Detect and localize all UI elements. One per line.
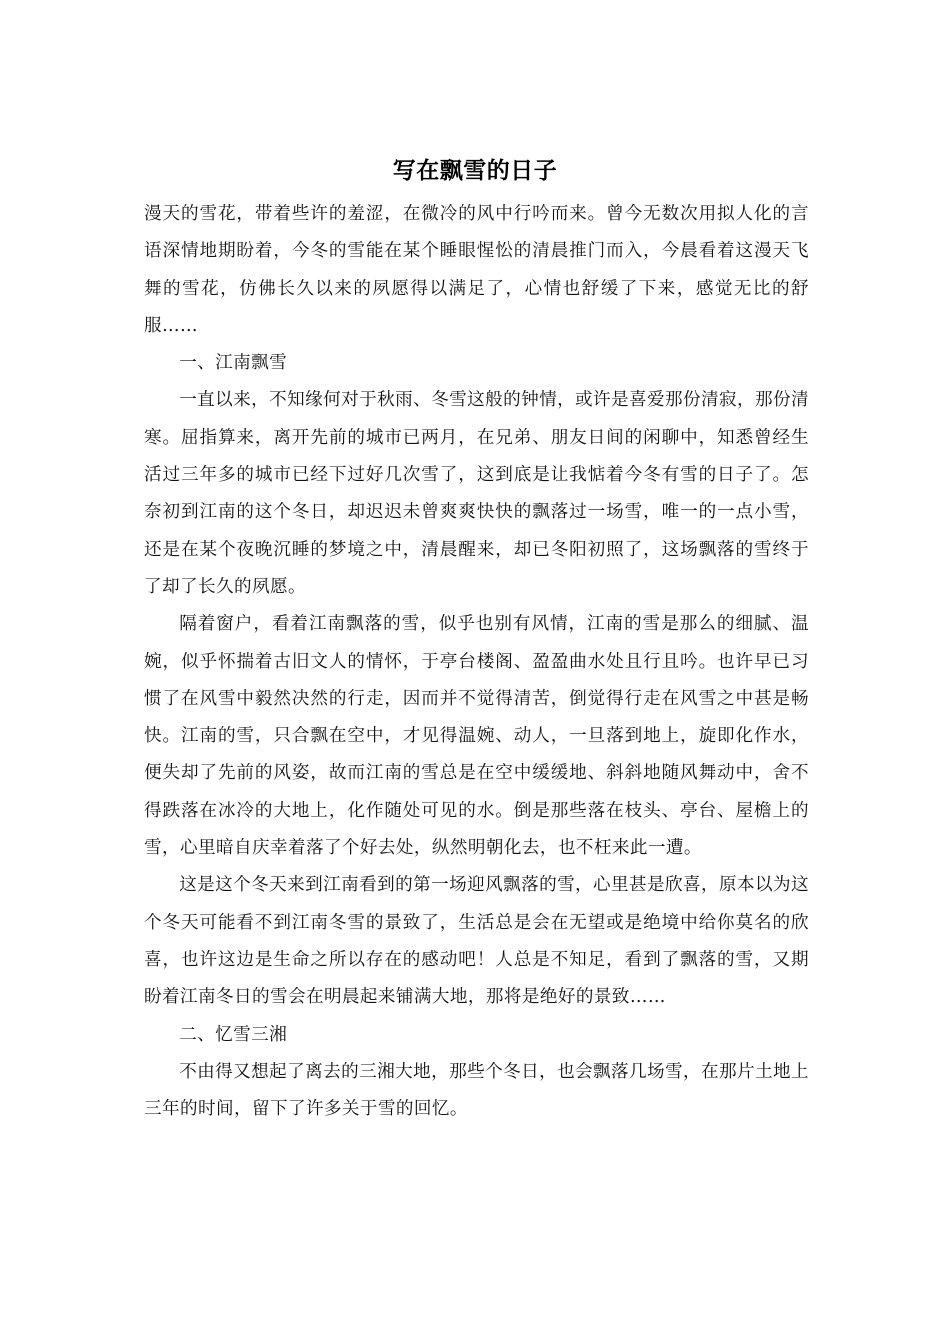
paragraph: 这是这个冬天来到江南看到的第一场迎风飘落的雪，心里甚是欣喜，原本以为这个冬天可能看不到江南冬雪的景致了，生活总是会在无望或是绝境中给你莫名的欣喜，也许这边是生命之所以存在的感动吧！人总是不知足，看到了飘落的雪，又期盼着江南冬日的雪会在明晨起来铺满大地，那将是绝好的景致…… xyxy=(144,875,809,1008)
paragraph: 不由得又想起了离去的三湘大地，那些个冬日，也会飘落几场雪，在那片土地上三年的时间，留下了许多关于雪的回忆。 xyxy=(144,1061,809,1120)
document-title: 写在飘雪的日子 xyxy=(392,158,558,184)
document-body xyxy=(144,196,809,1128)
section-heading-sanxiang: 二、忆雪三湘 xyxy=(179,1024,288,1045)
paragraph: 一直以来，不知缘何对于秋雨、冬雪这般的钟情，或许是喜爱那份清寂，那份清寒。屈指算来，离开先前的城市已两月，在兄弟、朋友日间的闲聊中，知悉曾经生活过三年多的城市已经下过好几次雪了，这到底是让我惦着今冬有雪的日子了。怎奈初到江南的这个冬日，却迟迟未曾爽爽快快的飘落过一场雪，唯一的一点小雪，还是在某个夜晚沉睡的梦境之中，清晨醒来，却已冬阳初照了，这场飘落的雪终于了却了长久的夙愿。 xyxy=(144,390,809,597)
section-heading-jiangnan: 一、江南飘雪 xyxy=(179,353,288,374)
paragraph: 隔着窗户，看着江南飘落的雪，似乎也别有风情，江南的雪是那么的细腻、温婉，似乎怀揣着古旧文人的情怀，于亭台楼阁、盈盈曲水处且行且吟。也许早已习惯了在风雪中毅然决然的行走，因而并不觉得清苦，倒觉得行走在风雪之中甚是畅快。江南的雪，只合飘在空中，才见得温婉、动人，一旦落到地上，旋即化作水，便失却了先前的风姿，故而江南的雪总是在空中缓缓地、斜斜地随风舞动中，舍不得跌落在冰冷的大地上，化作随处可见的水。倒是那些落在枝头、亭台、屋檐上的雪，心里暗自庆幸着落了个好去处，纵然明朝化去，也不枉来此一遭。 xyxy=(144,614,809,859)
paragraph-intro: 漫天的雪花，带着些许的羞涩，在微冷的风中行吟而来。曾今无数次用拟人化的言语深情地期盼着，今冬的雪能在某个睡眼惺忪的清晨推门而入，今晨看着这漫天飞舞的雪花，仿佛长久以来的夙愿得以满足了，心情也舒缓了下来，感觉无比的舒服…… xyxy=(144,204,809,336)
